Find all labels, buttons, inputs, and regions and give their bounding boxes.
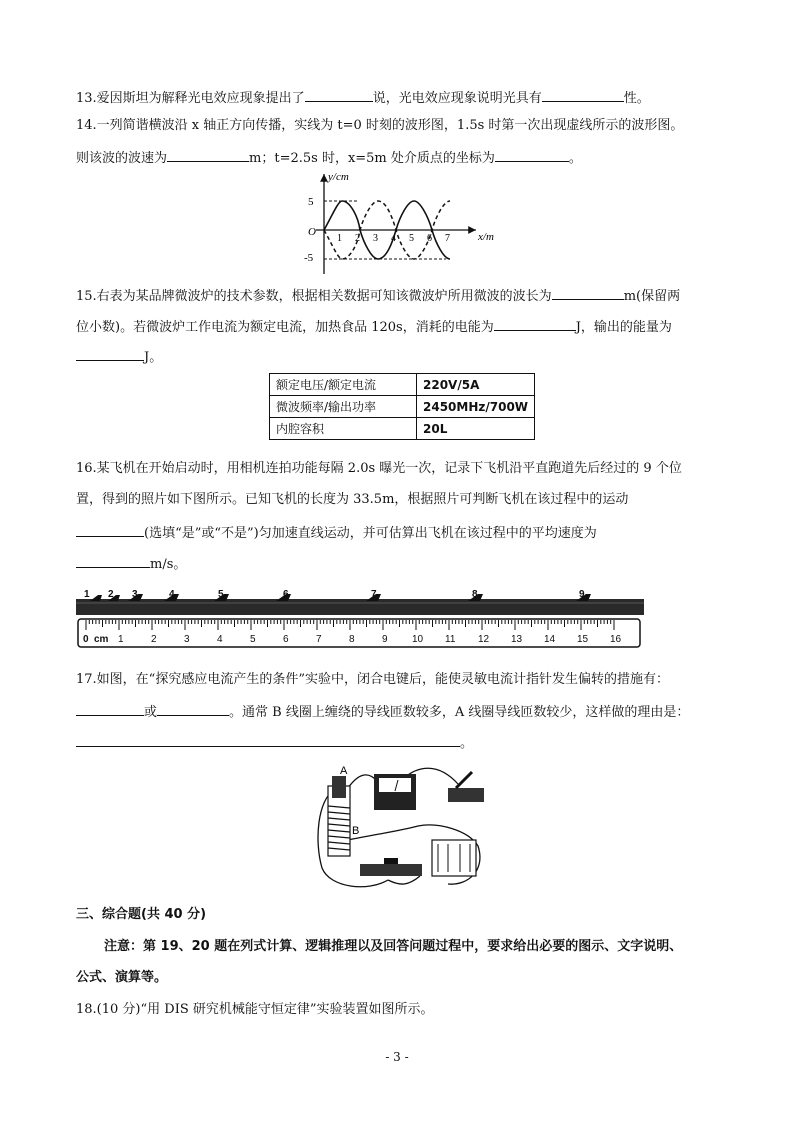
wire-rheostat	[388, 876, 420, 884]
table-row	[270, 418, 535, 440]
x-tick-6: 6	[427, 233, 432, 244]
microwave-spec-table	[269, 373, 535, 440]
ruler-label-0: 0	[83, 634, 89, 645]
coil-a-label: A	[340, 765, 348, 777]
pos-4: 4	[169, 589, 175, 600]
q13-blank-2	[542, 89, 624, 102]
pos-1: 1	[84, 589, 90, 600]
ruler-label-5: 5	[250, 634, 256, 645]
section-3-note-2: 公式、演算等。	[76, 970, 168, 985]
q17-line-1: 17.如图，在“探究感应电流产生的条件”实验中，闭合电键后，能使灵敏电流计指针发生偏转的措施有：	[76, 672, 669, 687]
coil-a	[332, 776, 346, 798]
ruler-label-3: 3	[184, 634, 190, 645]
q16-text-a: (选填“是”或“不是”)匀加速直线运动，并可估算出飞机在该过程中的平均速度为	[144, 526, 597, 541]
ruler-label-16: 16	[610, 634, 622, 645]
table-key: 额定电压/额定电流	[270, 374, 417, 396]
ruler-label-14: 14	[544, 634, 556, 645]
q14-line-2	[76, 149, 582, 165]
q17-text-b: 。通常 B 线圈上缠绕的导线匝数较多，A 线圈导线匝数较少，这样做的理由是：	[229, 705, 690, 720]
page-number: - 3 -	[385, 1050, 409, 1064]
table-value: 20L	[417, 418, 535, 440]
x-tick-5: 5	[409, 233, 414, 244]
wire-a-to-meter	[348, 775, 378, 788]
ruler-label-2: 2	[151, 634, 157, 645]
x-tick-3: 3	[373, 233, 378, 244]
ruler-label-7: 7	[316, 634, 322, 645]
q13-text-b: 说，光电效应现象说明光具有	[372, 91, 542, 106]
q17-text-a: 或	[144, 705, 158, 720]
position-labels	[84, 589, 585, 600]
q15-line-3	[76, 348, 162, 364]
table-key: 内腔容积	[270, 418, 417, 440]
x-tick-7: 7	[445, 233, 450, 244]
table-key: 微波频率/输出功率	[270, 396, 417, 418]
q17-text-c: 。	[460, 736, 474, 751]
q15-blank-3	[76, 348, 144, 361]
table-row	[270, 396, 535, 418]
pos-6: 6	[283, 589, 289, 600]
q15-text-b: m(保留两	[623, 289, 681, 304]
q14-text-a: 则该波的波速为	[76, 151, 168, 166]
table-value: 2450MHz/700W	[417, 396, 535, 418]
pos-7: 7	[371, 589, 377, 600]
q15-line-1	[76, 287, 680, 303]
ruler-label-8: 8	[349, 634, 355, 645]
ruler-label-6: 6	[283, 634, 289, 645]
airplane-ruler-photo	[76, 583, 644, 649]
runway-strip	[76, 599, 644, 615]
pos-3: 3	[132, 589, 138, 600]
ruler-label-1: 1	[118, 634, 124, 645]
q18-line: 18.(10 分)“用 DIS 研究机械能守恒定律”实验装置如图所示。	[76, 1002, 434, 1017]
y-tick-5: 5	[308, 196, 314, 208]
induction-experiment-diagram	[308, 760, 492, 896]
ruler-unit: cm	[94, 634, 109, 645]
q13-blank-1	[305, 89, 373, 102]
table-row	[270, 374, 535, 396]
q14-line-1: 14.一列简谐横波沿 x 轴正方向传播，实线为 t=0 时刻的波形图，1.5s 时第一次出现虚线所示的波形图。	[76, 118, 684, 133]
q17-line-3	[76, 734, 473, 750]
switch	[448, 788, 484, 802]
wave-graph	[296, 168, 506, 276]
q15-text-a: 15.右表为某品牌微波炉的技术参数，根据相关数据可知该微波炉所用微波的波长为	[76, 289, 552, 304]
x-tick-4: 4	[391, 233, 396, 244]
q16-line-1: 16.某飞机在开始启动时，用相机连拍功能每隔 2.0s 曝光一次，记录下飞机沿平直跑道先后经过的 9 个位	[76, 461, 682, 476]
q15-text-d: J，输出的能量为	[575, 320, 672, 335]
q17-blank-3	[76, 734, 460, 747]
x-axis-label: x/m	[478, 231, 494, 243]
switch-lever	[456, 772, 472, 788]
ruler-label-11: 11	[445, 634, 456, 645]
q15-blank-1	[552, 287, 624, 300]
q16-line-2: 置，得到的照片如下图所示。已知飞机的长度为 33.5m，根据照片可判断飞机在该过程中的运动	[76, 492, 629, 507]
pos-2: 2	[108, 589, 114, 600]
ruler-label-12: 12	[478, 634, 490, 645]
x-tick-1: 1	[337, 233, 342, 244]
q13-text-a: 13.爱因斯坦为解释光电效应现象提出了	[76, 91, 305, 106]
q14-text-c: 。	[568, 151, 582, 166]
pos-9: 9	[579, 589, 585, 600]
origin-label: O	[308, 226, 316, 238]
ruler-label-4: 4	[217, 634, 223, 645]
rheostat	[360, 864, 422, 876]
q16-blank-2	[76, 555, 150, 568]
q16-line-4	[76, 555, 186, 571]
ruler-label-15: 15	[577, 634, 589, 645]
battery	[432, 840, 476, 876]
ruler-label-10: 10	[412, 634, 424, 645]
rheostat-slider	[384, 858, 398, 864]
y-axis-label: y/cm	[328, 171, 349, 183]
q15-line-2	[76, 318, 672, 334]
y-tick-neg5: -5	[304, 252, 314, 264]
q16-blank-1	[76, 524, 144, 537]
q13-text-c: 性。	[623, 91, 650, 106]
ruler-label-9: 9	[382, 634, 388, 645]
q14-text-b: m；t=2.5s 时，x=5m 处介质点的坐标为	[249, 151, 495, 166]
ruler-label-13: 13	[511, 634, 523, 645]
q15-blank-2	[494, 318, 576, 331]
section-3-note-1: 注意：第 19、20 题在列式计算、逻辑推理以及回答问题过程中，要求给出必要的图示、文字说明、	[104, 939, 683, 954]
q17-blank-1	[76, 703, 144, 716]
pos-5: 5	[218, 589, 224, 600]
q17-line-2	[76, 703, 689, 719]
q15-text-c: 位小数)。若微波炉工作电流为额定电流，加热食品 120s，消耗的电能为	[76, 320, 494, 335]
q15-text-e: J。	[144, 350, 163, 365]
q16-line-3	[76, 524, 597, 540]
table-value: 220V/5A	[417, 374, 535, 396]
x-tick-2: 2	[355, 233, 360, 244]
q14-blank-1	[167, 149, 249, 162]
coil-b-label: B	[352, 825, 360, 837]
pos-8: 8	[472, 589, 478, 600]
q14-blank-2	[495, 149, 569, 162]
q16-text-b: m/s。	[150, 557, 187, 572]
q17-blank-2	[157, 703, 229, 716]
q13-line	[76, 89, 650, 105]
section-3-title: 三、综合题(共 40 分)	[76, 907, 207, 922]
